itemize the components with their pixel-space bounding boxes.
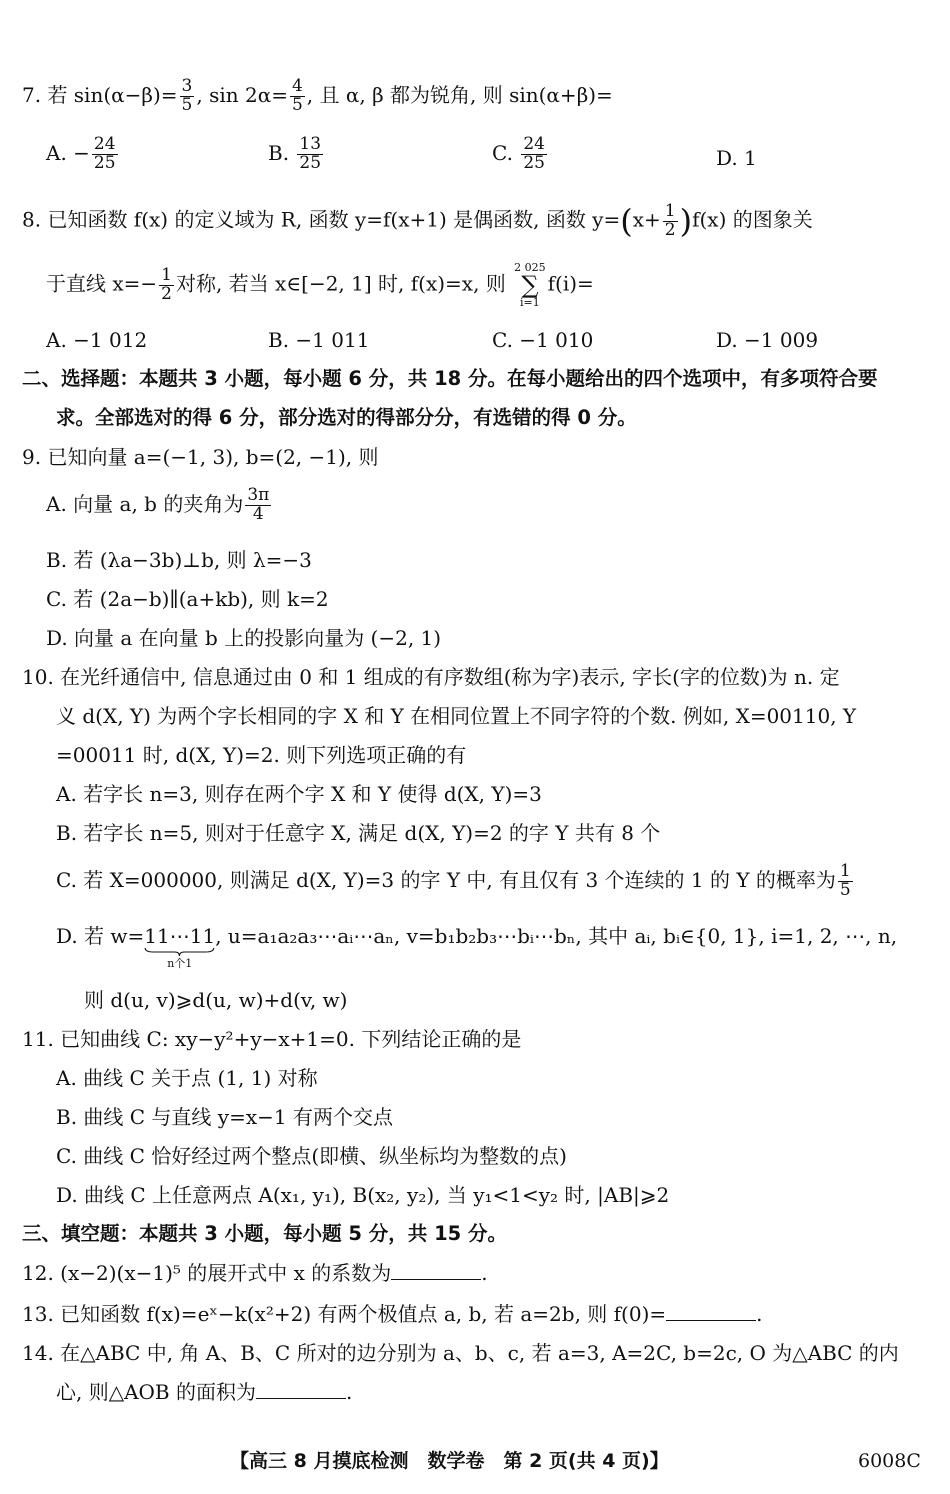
q10-stem-line2: 义 d(X, Y) 为两个字长相同的字 X 和 Y 在相同位置上不同字符的个数. 例如, X=00110, Y (56, 704, 857, 728)
summation-symbol: 2 025 ∑ i=1 (514, 261, 546, 309)
section3-heading: 三、填空题：本题共 3 小题，每小题 5 分，共 15 分。 (22, 1222, 508, 1245)
q10-option-a[interactable]: A. 若字长 n=3, 则存在两个字 X 和 Y 使得 d(X, Y)=3 (56, 782, 542, 806)
q8-option-c[interactable]: C. −1 010 (492, 328, 594, 352)
q9-stem: 9. 已知向量 a=(−1, 3), b=(2, −1), 则 (22, 445, 379, 469)
underbrace-group: 11⋯11 n个1 (144, 924, 216, 970)
q10-option-d[interactable]: D. 若 w=11⋯11 n个1 , u=a₁a₂a₃⋯aᵢ⋯aₙ, v=b₁b₂b₃⋯bᵢ⋯bₙ, 其中 aᵢ, bᵢ∈{0, 1}, i=1, 2, ⋯, n, (56, 924, 898, 970)
q14-stem-line1: 14. 在△ABC 中, 角 A、B、C 所对的边分别为 a、b、c, 若 a=3, A=2C, b=2c, O 为△ABC 的内 (22, 1341, 899, 1365)
page-code: 6008C (858, 1450, 921, 1472)
q11-option-a[interactable]: A. 曲线 C 关于点 (1, 1) 对称 (56, 1066, 318, 1090)
q7-fraction-1: $\frac{3}{5}$ (181, 76, 193, 115)
q11-option-d[interactable]: D. 曲线 C 上任意两点 A(x₁, y₁), B(x₂, y₂), 当 y₁<1<y₂ 时, |AB|⩾2 (56, 1183, 670, 1207)
q8-option-b[interactable]: B. −1 011 (268, 328, 370, 352)
q13-stem: 13. 已知函数 f(x)=eˣ−k(x²+2) 有两个极值点 a, b, 若 a=2b, 则 f(0)= . (22, 1302, 763, 1326)
q8-option-a[interactable]: A. −1 012 (46, 328, 148, 352)
q11-option-b[interactable]: B. 曲线 C 与直线 y=x−1 有两个交点 (56, 1105, 393, 1129)
q11-stem: 11. 已知曲线 C: xy−y²+y−x+1=0. 下列结论正确的是 (22, 1027, 522, 1051)
q11-option-c[interactable]: C. 曲线 C 恰好经过两个整点(即横、纵坐标均为整数的点) (56, 1144, 567, 1168)
q10-stem-line1: 10. 在光纤通信中, 信息通过由 0 和 1 组成的有序数组(称为字)表示, 字长(字的位数)为 n. 定 (22, 665, 840, 689)
q9-option-d[interactable]: D. 向量 a 在向量 b 上的投影向量为 (−2, 1) (46, 626, 442, 650)
q14-answer-blank[interactable] (256, 1380, 346, 1399)
underbrace-icon (144, 948, 215, 956)
q8-option-d[interactable]: D. −1 009 (716, 328, 819, 352)
q7-option-c[interactable]: C. $\frac{24}{25}$ (492, 134, 545, 173)
q8-stem-line2: 于直线 x=− $\frac{1}{2}$ 对称, 若当 x∈[−2, 1] 时, f(x)=x, 则 2 025 ∑ i=1 f(i)= (46, 261, 594, 309)
q10-stem-line3: =00011 时, d(X, Y)=2. 则下列选项正确的有 (56, 743, 467, 767)
q7-fraction-2: $\frac{4}{5}$ (291, 76, 303, 115)
q10-option-c[interactable]: C. 若 X=000000, 则满足 d(X, Y)=3 的字 Y 中, 有且仅有 3 个连续的 1 的 Y 的概率为 $\frac{1}{5}$ (56, 861, 851, 900)
q9-option-c[interactable]: C. 若 (2a−b)∥(a+kb), 则 k=2 (46, 587, 329, 611)
section2-heading-line1: 二、选择题：本题共 3 小题，每小题 6 分，共 18 分。在每小题给出的四个选项中，有多项符合要 (22, 367, 878, 390)
page-footer: 【高三 8 月摸底检测 数学卷 第 2 页(共 4 页)】 (230, 1450, 669, 1472)
q12-answer-blank[interactable] (391, 1261, 481, 1280)
q13-answer-blank[interactable] (666, 1302, 756, 1321)
q8-stem-line1: 8. 已知函数 f(x) 的定义域为 R, 函数 y=f(x+1) 是偶函数, 函数 y=(x+ $\frac{1}{2}$ )f(x) 的图象关 (22, 200, 813, 240)
q12-stem: 12. (x−2)(x−1)⁵ 的展开式中 x 的系数为 . (22, 1261, 488, 1285)
q10-option-d-line2: 则 d(u, v)⩾d(u, w)+d(v, w) (84, 988, 348, 1012)
q9-option-b[interactable]: B. 若 (λa−3b)⊥b, 则 λ=−3 (46, 548, 312, 572)
q14-stem-line2: 心, 则△AOB 的面积为 . (56, 1380, 353, 1404)
q10-option-b[interactable]: B. 若字长 n=5, 则对于任意字 X, 满足 d(X, Y)=2 的字 Y 共有 8 个 (56, 821, 661, 845)
q9-option-a[interactable]: A. 向量 a, b 的夹角为 $\frac{3\pi}{4}$ (46, 485, 270, 524)
q7-stem: 7. 若 sin(α−β)= $\frac{3}{5}$ , sin 2α= $\frac{4}{5}$ , 且 α, β 都为锐角, 则 sin(α+β)= (22, 76, 613, 115)
q7-option-b[interactable]: B. $\frac{13}{25}$ (268, 134, 322, 173)
section2-heading-line2: 求。全部选对的得 6 分，部分选对的得部分分，有选错的得 0 分。 (56, 406, 637, 429)
q7-option-d[interactable]: D. 1 (716, 146, 757, 170)
q7-option-a[interactable]: A. − $\frac{24}{25}$ (46, 134, 116, 173)
